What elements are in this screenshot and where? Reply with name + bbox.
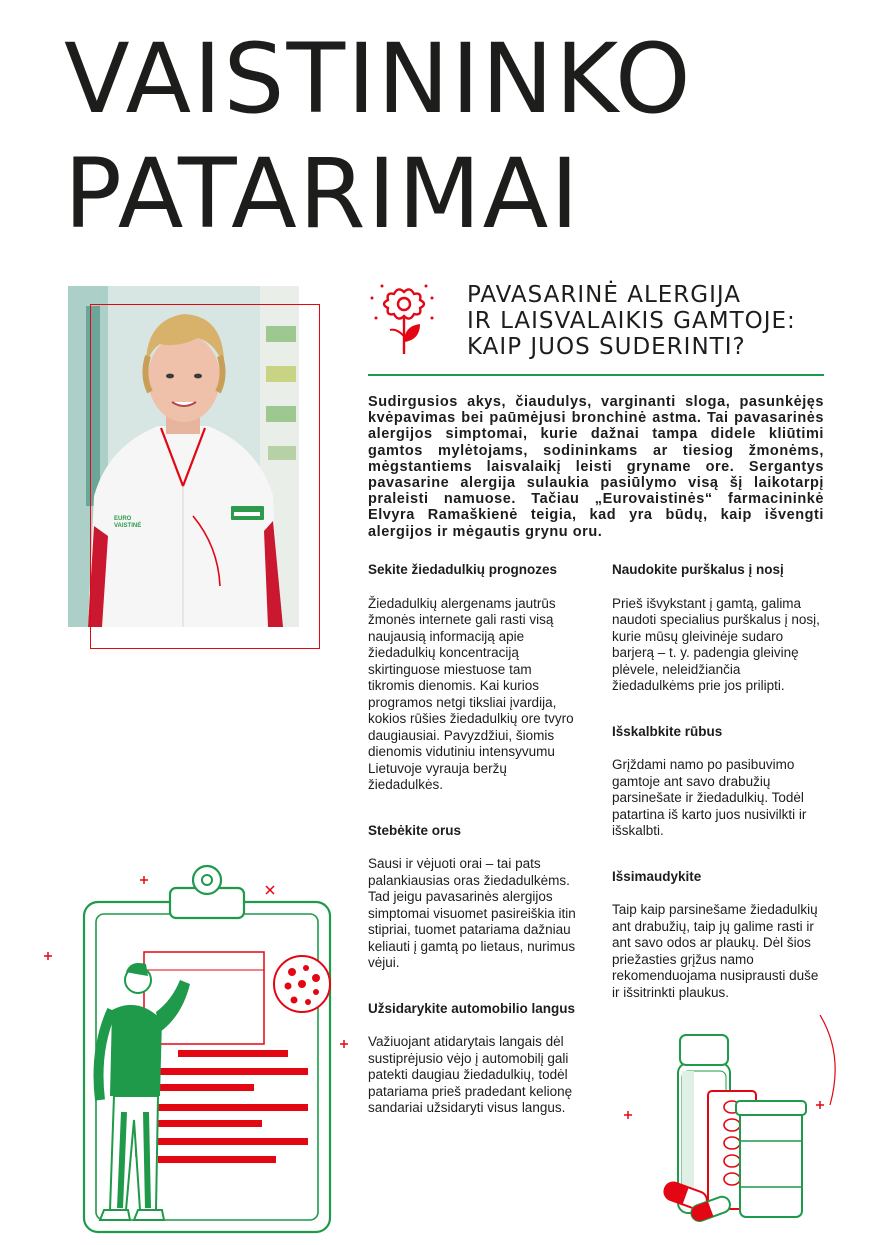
tip-pollen-forecast — [368, 562, 578, 794]
medicine-illustration — [620, 1015, 850, 1225]
coat-logo-brand-top: EURO — [114, 516, 132, 522]
tip-heading: Sekite žiedadulkių prognozes — [368, 562, 558, 577]
tip-heading: Naudokite purškalus į nosį — [612, 562, 784, 577]
tip-nasal-spray — [612, 562, 822, 695]
tip-heading: Išsimaudykite — [612, 868, 702, 884]
title-divider — [368, 374, 824, 376]
tip-body: Žiedadulkių alergenams jautrūs žmonės internete gali rasti visą naujausią informaciją apie žiedadulkių koncentraciją skirtinguose miestuose tam tikromis dienomis. Kai kurios programos netgi tiksliai įvardija, kokios rūšies žiedadulkių ore tvyro daugiausiai. Pavyzdžiui, šiomis dienomis vidutiniu intensyvumu Lietuvoje vyrauja beržų žiedadulkės. — [368, 595, 574, 792]
article-title-line-2: IR LAISVALAIKIS GAMTOJE: — [467, 308, 796, 334]
flower-icon — [368, 284, 440, 356]
tip-body: Prieš išvykstant į gamtą, galima naudoti specialius purškalus į nosį, kurie mūsų gleivinėje sudaro barjerą – t. y. padengia gleivinę plėvele, neleidžiančia žiedadulkėms prie jos prilipti. — [612, 595, 820, 693]
tip-body: Taip kaip parsinešame žiedadulkių ant drabužių, taip jų galime rasti ir ant savo odos ar plaukų. Dėl šios priežasties grįžus namo rekomenduojama nusiprausti duše ir išsitrinkti plaukus. — [612, 902, 819, 1000]
tip-weather — [368, 823, 578, 972]
page-title-line-1: VAISTININKO — [64, 23, 693, 135]
page-title — [64, 22, 693, 252]
photo-frame — [90, 304, 320, 649]
tip-body: Sausi ir vėjuoti orai – tai pats palankiausias oras žiedadulkėms. Tad jeigu pavasarinės alergijos simptomai visuomet pasireiškia itin stipriai, tuomet patariama dažniau keliauti į gamtą po lietaus, nurimus vėjui. — [368, 856, 576, 970]
article-title — [467, 282, 796, 360]
tip-body: Grįždami namo po pasibuvimo gamtoje ant savo drabužių parsinešate ir žiedadulkių. Todėl patartina iš karto juos nusivilkti ir išskalbti. — [612, 757, 807, 838]
article-title-line-3: KAIP JUOS SUDERINTI? — [467, 334, 746, 360]
article-intro: Sudirgusios akys, čiaudulys, varginanti sloga, pasunkėjęs kvėpavimas bei paūmėjusi bronchinė astma. Tai pavasarinės alergijos simptomai, kurie dažnai tampa didele kliūtimi gamtos mylėtojams, sodininkams ar tiesiog žmonėms, mėgstantiems laisvalaikį leisti gryname ore. Sergantys pavasarine alergija sulaukia pasiūlymo visą šį laikotarpį praleisti namuose. Tačiau „Eurovaistinės“ farmacininkė Elvyra Ramaškienė teigia, kad yra būdų, kaip išvengti alergijos ir mėgautis grynu oru. — [368, 394, 824, 540]
tip-shower — [612, 869, 822, 1002]
tip-wash-clothes — [612, 724, 822, 840]
page-title-line-2: PATARIMAI — [64, 138, 581, 251]
tip-body: Važiuojant atidarytais langais dėl sustiprėjusio vėjo į automobilį gali patekti daugiau žiedadulkių, todėl patariama prieš pradedant kelionę sandariai užsidaryti visus langus. — [368, 1034, 573, 1115]
tips-column-right — [612, 562, 822, 1001]
clipboard-illustration — [40, 860, 360, 1240]
tips-column-left — [368, 562, 578, 1117]
tip-heading: Stebėkite orus — [368, 822, 462, 838]
tip-heading: Užsidarykite automobilio langus — [368, 1000, 576, 1016]
coat-logo-brand-bottom: VAISTINĖ — [114, 523, 142, 529]
pharmacist-photo-block — [68, 286, 328, 651]
tip-heading: Išskalbkite rūbus — [612, 723, 723, 739]
article-title-line-1: PAVASARINĖ ALERGIJA — [467, 282, 742, 308]
tip-car-windows — [368, 1001, 578, 1117]
